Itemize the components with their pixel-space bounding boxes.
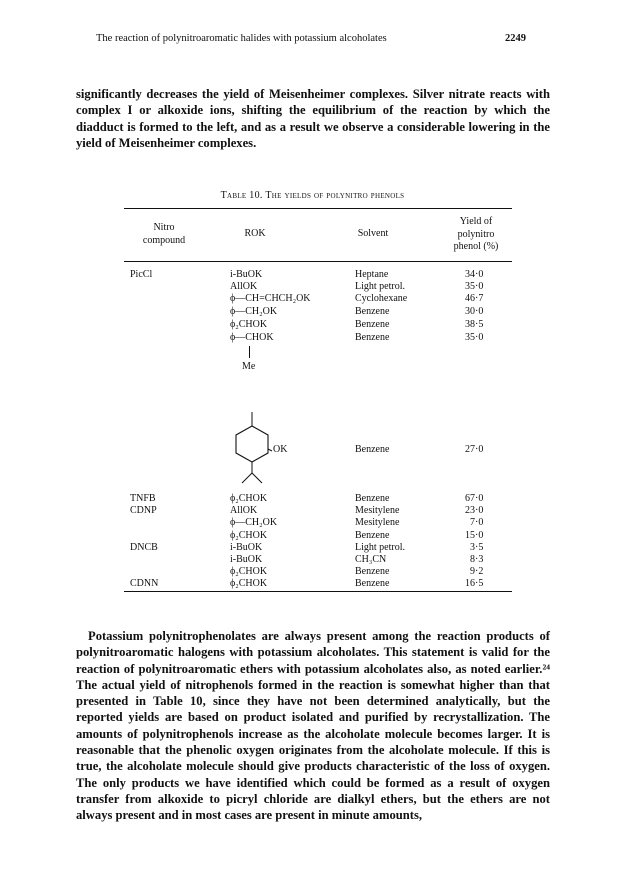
table-cell-rok: AllOK	[230, 505, 258, 516]
table-cell-yield: 7·0	[470, 517, 484, 528]
table-bottom-rule	[124, 591, 512, 592]
table-top-rule	[124, 208, 512, 209]
table-cell-solvent: Benzene	[355, 306, 390, 317]
table-cell-yield: 67·0	[465, 493, 484, 504]
table-cell-solvent: Benzene	[355, 319, 390, 330]
col-header-solvent: Solvent	[357, 228, 389, 239]
table-cell-yield: 38·5	[465, 319, 484, 330]
table-cell-solvent: Benzene	[355, 444, 390, 455]
body-paragraph-1: significantly decreases the yield of Meisenheimer complexes. Silver nitrate reacts with complex I or alkoxide ions, shifting the equilibrium of the reaction by which the diadduct is formed to the left, and as a result we observe a considerable lowering in the yield of Meisenheimer complexes.	[76, 87, 550, 150]
table-cell-rok: ϕ—CH₂OK	[230, 306, 278, 317]
table-cell-yield: 27·0	[465, 444, 484, 455]
table-cell-rok: ϕ—CHOK	[230, 332, 274, 343]
table-cell-rok: ϕ₂CHOK	[230, 578, 268, 589]
table-cell-solvent: Benzene	[355, 578, 390, 589]
table-cell-nitro: CDNN	[130, 578, 159, 589]
table-cell-rok: i-BuOK	[230, 269, 263, 280]
col-header-nitro: Nitro compound	[142, 222, 186, 246]
col-header-yield: Yield of polynitro phenol (%)	[453, 216, 499, 252]
table-cell-solvent: Benzene	[355, 566, 390, 577]
table-cell-rok: ϕ—CH=CHCH₂OK	[230, 293, 311, 304]
ok-label: OK	[273, 444, 288, 455]
table-cell-yield: 35·0	[465, 281, 484, 292]
bond-line	[249, 346, 250, 358]
table-cell-solvent: Heptane	[355, 269, 389, 280]
table-cell-rok: ϕ₂CHOK	[230, 530, 268, 541]
table-cell-yield: 8·3	[470, 554, 484, 565]
table-cell-nitro: DNCB	[130, 542, 158, 553]
table-cell-solvent: Light petrol.	[355, 542, 405, 553]
table-cell-rok: ϕ₂CHOK	[230, 319, 268, 330]
table-cell-rok: AllOK	[230, 281, 258, 292]
table-cell-rok: i-BuOK	[230, 542, 263, 553]
table-cell-nitro: TNFB	[130, 493, 156, 504]
col-header-rok: ROK	[244, 228, 266, 239]
table-cell-solvent: Benzene	[355, 530, 390, 541]
table-cell-yield: 46·7	[465, 293, 484, 304]
body-paragraph-2: Potassium polynitrophenolates are always present among the reaction products of polynitroaromatic halogens with potassium alcoholates. This statement is valid for the reaction of polynitroaromatic ethers with potassium alcoholates also, as noted earlier.²⁴ The actual yield of nitrophenols formed in the reaction is somewhat higher than that presented in Table 10, since they have not been determined analytically, but the reported yields are based on product isolated and purified by recrystallization. The amounts of polynitrophenols increase as the alcoholate molecule becomes larger. It is reasonable that the phenolic oxygen originates from the alcoholate molecule. If this is true, the alcoholate molecule should give products characteristic of the loss of oxygen. The only products we have identified which could be formed as a result of oxygen transfer from alkoxide to picryl chloride are dialkyl ethers, but the ethers are not always present and in most cases are present in minute amounts,	[76, 629, 550, 823]
table-cell-yield: 34·0	[465, 269, 484, 280]
table-cell-yield: 30·0	[465, 306, 484, 317]
page-number: 2249	[505, 33, 526, 44]
table-caption: Table 10. The yields of polynitro phenols	[220, 190, 405, 201]
running-header: The reaction of polynitroaromatic halides with potassium alcoholates	[96, 33, 387, 44]
table-cell-solvent: Mesitylene	[355, 517, 400, 528]
table-cell-rok: ϕ—CH₂OK	[230, 517, 278, 528]
table-cell-yield: 16·5	[465, 578, 484, 589]
table-cell-solvent: Benzene	[355, 332, 390, 343]
table-cell-yield: 35·0	[465, 332, 484, 343]
table-cell-solvent: Mesitylene	[355, 505, 400, 516]
table-cell-yield: 9·2	[470, 566, 484, 577]
table-cell-nitro: PicCl	[130, 269, 153, 280]
table-cell-rok: ϕ₂CHOK	[230, 493, 268, 504]
table-cell-yield: 23·0	[465, 505, 484, 516]
table-cell-rok: i-BuOK	[230, 554, 263, 565]
methyl-label: Me	[242, 361, 256, 372]
table-cell-yield: 3·5	[470, 542, 484, 553]
table-cell-rok: ϕ₂CHOK	[230, 566, 268, 577]
table-cell-solvent: CH₃CN	[355, 554, 387, 565]
table-cell-nitro: CDNP	[130, 505, 157, 516]
table-header-rule	[124, 261, 512, 262]
table-cell-solvent: Benzene	[355, 493, 390, 504]
table-cell-solvent: Light petrol.	[355, 281, 405, 292]
table-cell-solvent: Cyclohexane	[355, 293, 408, 304]
table-cell-yield: 15·0	[465, 530, 484, 541]
